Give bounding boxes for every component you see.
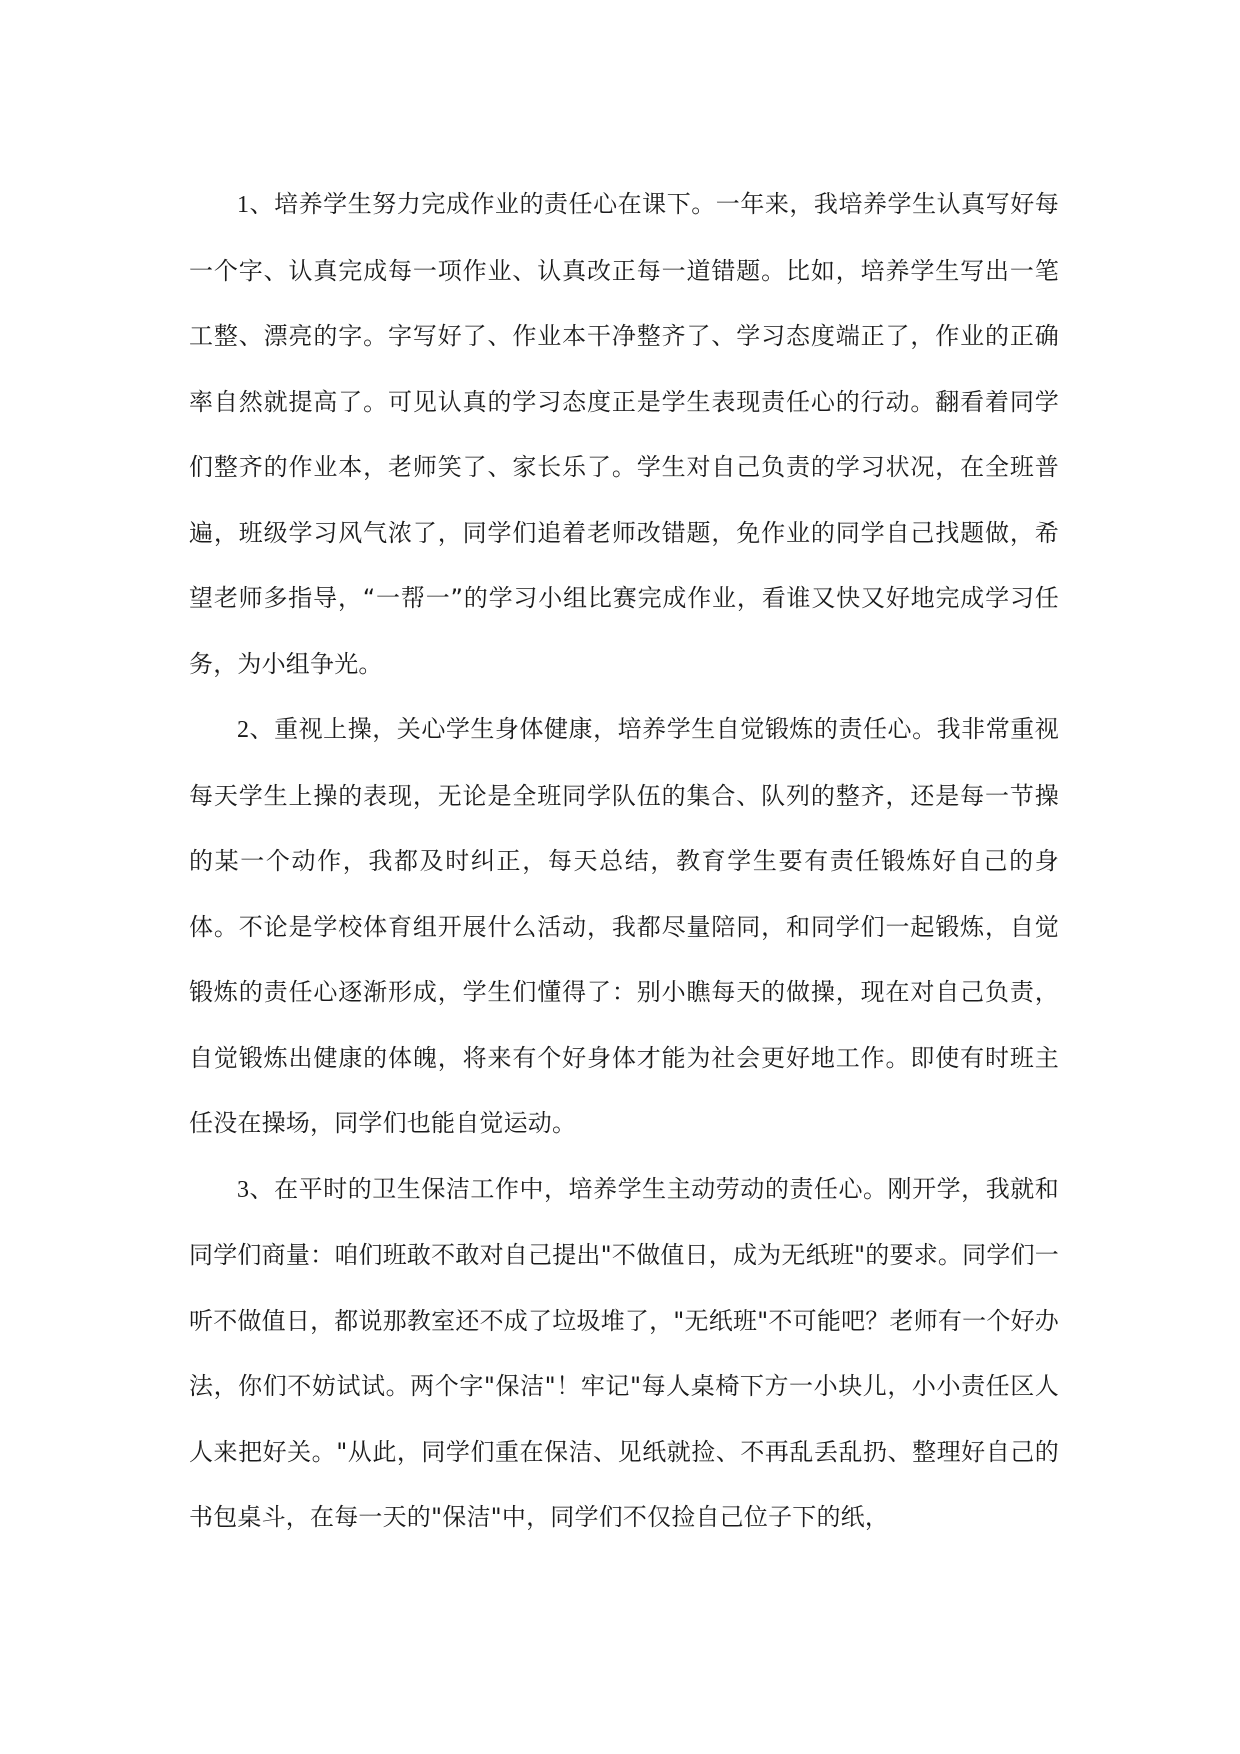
body-text bbox=[189, 172, 1059, 1551]
paragraph-number: 2 bbox=[237, 717, 250, 743]
paragraph-text: 、在平时的卫生保洁工作中，培养学生主动劳动的责任心。刚开学，我就和同学们商量：咱们班敢不敢对自己提出"不做值日，成为无纸班"的要求。同学们一听不做值日，都说那教室还不成了垃圾堆了，"无纸班"不可能吧？老师有一个好办法，你们不妨试试。两个字"保洁"！牢记"每人桌椅下方一小块儿，小小责任区人人来把好关。"从此，同学们重在保洁、见纸就捡、不再乱丢乱扔、整理好自己的书包桌斗，在每一天的"保洁"中，同学们不仅捡自己位子下的纸， bbox=[189, 1174, 1059, 1531]
paragraph-1 bbox=[189, 172, 1059, 697]
paragraph-3 bbox=[189, 1157, 1059, 1551]
paragraph-text: 、培养学生努力完成作业的责任心在课下。一年来，我培养学生认真写好每一个字、认真完成每一项作业、认真改正每一道错题。比如，培养学生写出一笔工整、漂亮的字。字写好了、作业本干净整齐了、学习态度端正了，作业的正确率自然就提高了。可见认真的学习态度正是学生表现责任心的行动。翻看着同学们整齐的作业本，老师笑了、家长乐了。学生对自己负责的学习状况，在全班普遍，班级学习风气浓了，同学们追着老师改错题，免作业的同学自己找题做，希望老师多指导，“一帮一”的学习小组比赛完成作业，看谁又快又好地完成学习任务，为小组争光。 bbox=[189, 190, 1059, 678]
paragraph-number: 3 bbox=[237, 1176, 250, 1203]
paragraph-2 bbox=[189, 697, 1059, 1157]
paragraph-text: 、重视上操，关心学生身体健康，培养学生自觉锻炼的责任心。我非常重视每天学生上操的表现，无论是全班同学队伍的集合、队列的整齐，还是每一节操的某一个动作，我都及时纠正，每天总结，教育学生要有责任锻炼好自己的身体。不论是学校体育组开展什么活动，我都尽量陪同，和同学们一起锻炼，自觉锻炼的责任心逐渐形成，学生们懂得了：别小瞧每天的做操，现在对自己负责，自觉锻炼出健康的体魄，将来有个好身体才能为社会更好地工作。即使有时班主任没在操场，同学们也能自觉运动。 bbox=[189, 715, 1059, 1137]
paragraph-number: 1 bbox=[237, 192, 250, 218]
